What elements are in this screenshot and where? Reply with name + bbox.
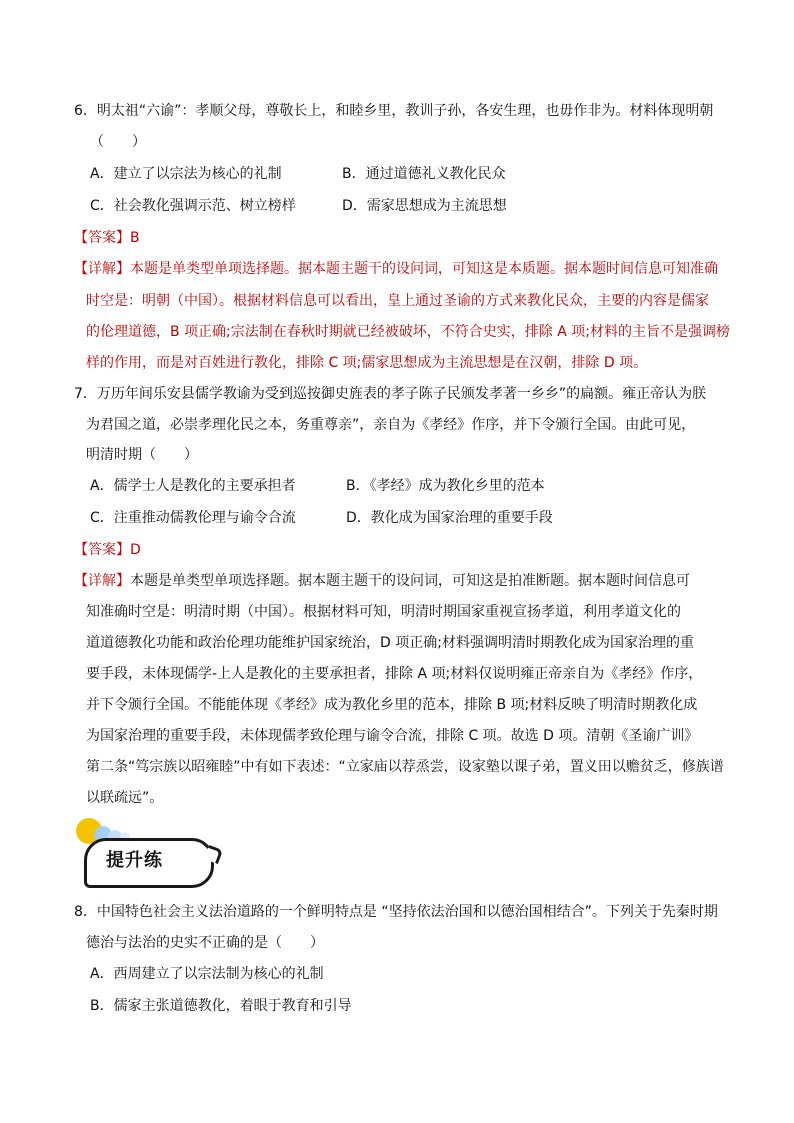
q7-detail-line1 [74,571,690,591]
q7-detail-line6: 为国家治理的重要手段，未体现儒孝致伦理与谕令合流，排除 C 项。故选 D 项。清朝《圣谕广训》 [86,728,699,744]
q7-detail-line8: 以联疏远”。 [86,790,164,806]
q6-stem-line1: 6．明太祖“六谕”：孝顺父母，尊敬长上，和睦乡里，教训子孙，各安生理，也毋作非为。材料体现明朝 [74,103,714,119]
detail-tag: 【详解】 [74,261,130,277]
q7-detail-line4: 要手段，未体现儒学-上人是教化的主要承担者，排除 A 项;材料仅说明雍正帝亲自为《孝经》作序， [86,666,703,682]
q8-stem-line1: 8．中国特色社会主义法治道路的一个鲜明特点是 “坚持依法治国和以德治国相结合”。下列关于先秦时期 [74,904,718,920]
q6-detail-line3: 的伦理道德，B 项正确;宗法制在春秋时期就已经被破坏，不符合史实，排除 A 项;材料的主旨不是强调榜 [86,324,730,340]
q6-detail-line1 [74,259,718,279]
detail-tag: 【详解】 [74,573,130,589]
q6-answer [74,228,140,248]
q6-detail-line4: 样的作用，而是对百姓进行教化，排除 C 项;儒家思想成为主流思想是在汉朝，排除 D 项。 [86,355,648,371]
q7-detail-line5: 并下令颁行全国。不能能体现《孝经》成为教化乡里的范本，排除 B 项;材料反映了明清时期教化成 [86,697,698,713]
answer-value: D [130,542,141,558]
detail-text: 本题是单类型单项选择题。据本题主题干的设问词，可知这是本质题。据本题时间信息可知准确 [130,261,718,277]
q6-stem-line2: （ ） [90,134,146,150]
q7-option-b: B．《孝经》成为教化乡里的范本 [346,478,545,494]
detail-text: 本题是单类型单项选择题。据本题主题干的设问词，可知这是拍准断题。据本题时间信息可 [130,573,690,589]
q6-option-b: B．通过道德礼义教化民众 [342,166,506,182]
q7-detail-line3: 道道德教化功能和政治伦理功能维护国家统治，D 项正确;材料强调明清时期教化成为国家治理的重 [86,635,694,651]
q7-option-c: C．注重推动儒教伦理与谕令合流 [90,510,296,526]
q7-stem-line1: 7．万历年间乐安县儒学教谕为受到巡按御史旌表的孝子陈子民颁发孝著一乡乡”的扁额。雍正帝认为朕 [74,386,707,402]
q7-detail-line7: 第二条“笃宗族以昭雍睦”中有如下表述：“立家庙以荐烝尝，设家塾以课子弟，置义田以赡贫乏，修族谱 [86,759,724,775]
q8-option-a: A．西周建立了以宗法制为核心的礼制 [90,966,324,982]
q7-answer [74,540,141,560]
answer-tag: 【答案】 [74,230,130,246]
q7-option-a: A．儒学士人是教化的主要承担者 [90,478,296,494]
q6-detail-line2: 时空是：明朝（中国）。根据材料信息可以看出，皇上通过圣谕的方式来教化民众，主要的内容是儒家 [86,293,709,309]
q7-option-d: D．教化成为国家治理的重要手段 [346,510,553,526]
q6-option-a: A．建立了以宗法为核心的礼制 [90,166,282,182]
q8-option-b: B．儒家主张道德教化，着眼于教育和引导 [90,998,352,1014]
q6-option-c: C．社会教化强调示范、树立榜样 [90,198,296,214]
answer-value: B [130,230,140,246]
section-badge-improve [76,818,216,888]
q6-option-d: D．需家思想成为主流思想 [342,198,507,214]
q8-stem-line2: 德治与法治的史实不正确的是（ ） [86,935,324,951]
q7-stem-line2: 为君国之道，必崇孝理化民之本，务重尊亲”，亲自为《孝经》作序，并下令颁行全国。由此可见， [86,417,696,433]
answer-tag: 【答案】 [74,542,130,558]
q7-detail-line2: 知准确时空是：明清时期（中国）。根据材料可知，明清时期国家重视宣扬孝道，利用孝道文化的 [86,604,681,620]
section-title: 提升练 [106,850,163,871]
q7-stem-line3: 明清时期（ ） [86,447,198,463]
